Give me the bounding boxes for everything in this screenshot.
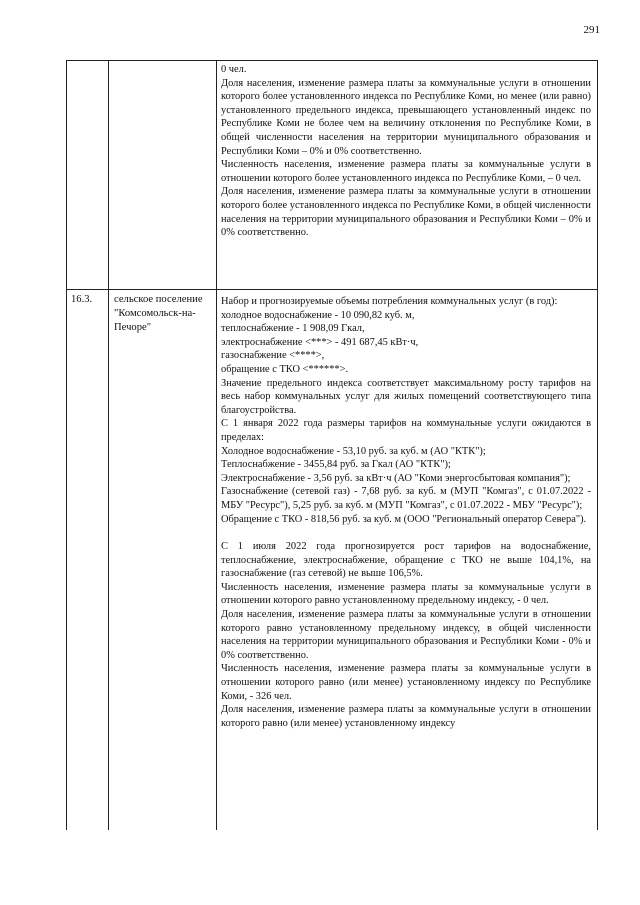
paragraph: Теплоснабжение - 3455,84 руб. за Гкал (АО "КТК"); [221,459,451,471]
paragraph: 0 чел. [221,64,247,75]
description-cell [217,61,597,289]
paragraph: Доля населения, изменение размера платы за коммунальные услуги в отношении которого равно установленному предельному индексу, в общей численности населения на территории муниципального образования и Республики Коми - 0% и 0% соответственно. [221,609,591,661]
paragraph: Обращение с ТКО - 818,56 руб. за куб. м (ООО "Региональный оператор Севера"). [221,513,587,525]
page-number: 291 [583,24,600,36]
document-table [66,60,598,830]
paragraph: Численность населения, изменение размера платы за коммунальные услуги в отношении которого равно (или менее) установленному индексу по Республике Коми, - 326 чел. [221,663,591,702]
row-number-cell: 16.3. [67,290,109,830]
settlement-name-cell: сельское поселение "Комсомольск-на-Печоре" [109,290,217,830]
paragraph: электроснабжение <***> - 491 687,45 кВт·ч, [221,336,419,348]
paragraph: Холодное водоснабжение - 53,10 руб. за куб. м (АО "КТК"); [221,445,486,457]
paragraph: газоснабжение <****>, [221,350,325,362]
table-row [67,290,597,830]
paragraph: Электроснабжение - 3,56 руб. за кВт·ч (АО "Коми энергосбытовая компания"); [221,472,571,484]
paragraph: Доля населения, изменение размера платы за коммунальные услуги в отношении которого равно (или менее) установленному индексу [221,704,591,729]
paragraph: Газоснабжение (сетевой газ) - 7,68 руб. за куб. м (МУП "Комгаз", с 01.07.2022 - МБУ "Ресурс"), 5,25 руб. за куб. м (МУП "Комгаз", с 01.07.2022 - МБУ "Ресурс"); [221,486,591,511]
paragraph: Численность населения, изменение размера платы за коммунальные услуги в отношении которого равно установленному предельному индексу, - 0 чел. [221,581,591,607]
paragraph: теплоснабжение - 1 908,09 Гкал, [221,323,365,335]
row-number-cell [67,61,109,289]
table-row [67,61,597,290]
description-cell [217,290,597,830]
paragraph: Численность населения, изменение размера платы за коммунальные услуги в отношении которого более установленного индекса по Республике Коми, – 0 чел. [221,159,591,184]
paragraph: С 1 июля 2022 года прогнозируется рост тарифов на водоснабжение, теплоснабжение, электроснабжение, обращение с ТКО не выше 104,1%, на газоснабжение (газ сетевой) не выше 106,5%. [221,541,591,580]
paragraph: Набор и прогнозируемые объемы потребления коммунальных услуг (в год): [221,296,558,307]
settlement-name-cell [109,61,217,289]
paragraph: Значение предельного индекса соответствует максимальному росту тарифов на весь набор коммунальных услуг для жилых помещений соответствующего типа благоустройства. [221,377,591,416]
paragraph: С 1 января 2022 года размеры тарифов на коммунальные услуги ожидаются в пределах: [221,418,591,443]
paragraph: Доля населения, изменение размера платы за коммунальные услуги в отношении которого более установленного индекса по Республике Коми, в общей численности населения на территории муниципального образования и Республики Коми – 0% и 0% соответственно. [221,186,591,239]
paragraph: холодное водоснабжение - 10 090,82 куб. м, [221,309,415,321]
paragraph: Доля населения, изменение размера платы за коммунальные услуги в отношении которого более установленного индекса по Республике Коми, но менее (или равно) установленного предельного индекса, превышающего установленный индекс по Республике Коми не более чем на величину отклонения по Республике Коми, в общей численности населения на территории муниципального образования и Республики Коми – 0% и 0% соответственно. [221,77,591,157]
spacer [221,526,591,540]
paragraph: обращение с ТКО <******>. [221,363,349,375]
